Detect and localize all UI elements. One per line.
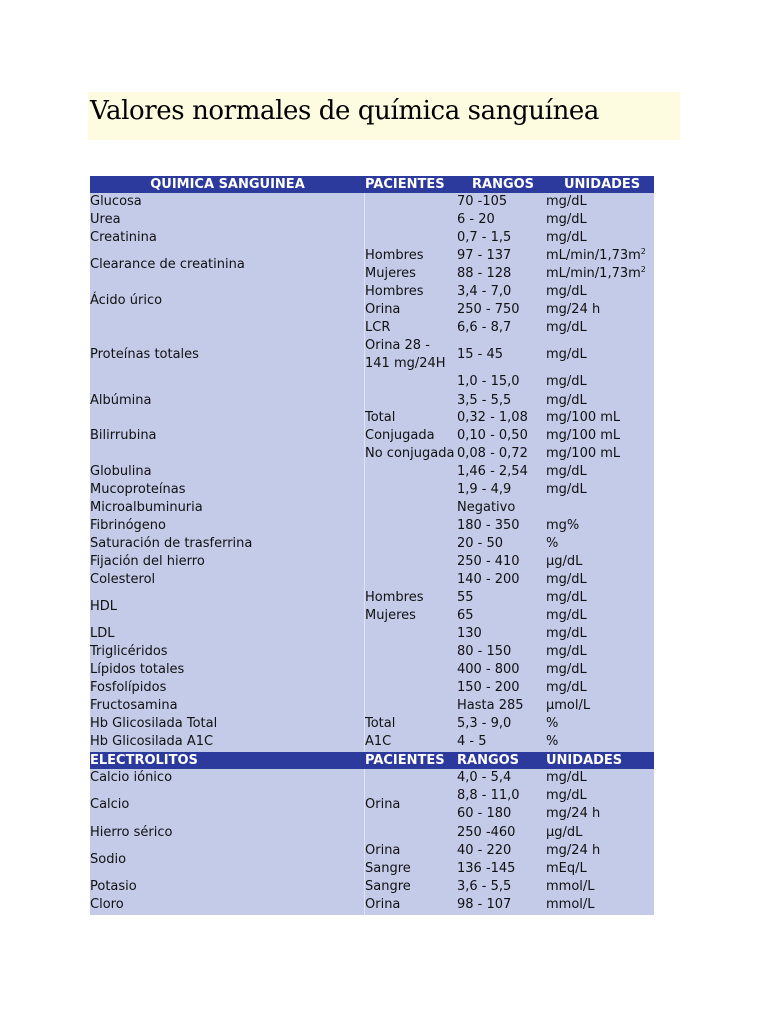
header-electrolitos: ELECTROLITOS bbox=[90, 753, 198, 768]
table-row bbox=[90, 607, 654, 625]
range-value: 136 -145 bbox=[457, 861, 516, 876]
test-name: Calcio iónico bbox=[90, 770, 173, 785]
unit-value: $mL/\min/1,73m^2$ bbox=[546, 265, 646, 281]
unit-value: mg/dL bbox=[546, 770, 587, 785]
table-row bbox=[90, 787, 654, 805]
range-value: 40 - 220 bbox=[457, 843, 512, 858]
table-row bbox=[90, 715, 654, 733]
header-unidades: UNIDADES bbox=[546, 753, 623, 768]
patient-value: A1C bbox=[365, 734, 392, 749]
unit-value: % bbox=[546, 716, 559, 731]
range-value: 180 - 350 bbox=[457, 518, 520, 533]
table-row bbox=[90, 445, 654, 463]
range-value: 20 - 50 bbox=[457, 536, 504, 551]
range-value: 55 bbox=[457, 590, 474, 605]
table-row bbox=[90, 427, 654, 445]
range-value: 70 -105 bbox=[457, 194, 508, 209]
unit-value: mg/dL bbox=[546, 320, 587, 335]
table-row bbox=[90, 481, 654, 499]
range-value: 1,0 - 15,0 bbox=[457, 374, 520, 389]
unit-value: mg% bbox=[546, 518, 580, 533]
table-row bbox=[90, 247, 654, 265]
unit-value: mg/dL bbox=[546, 194, 587, 209]
range-value: 1,9 - 4,9 bbox=[457, 482, 512, 497]
table-row bbox=[90, 535, 654, 553]
range-value: 250 - 410 bbox=[457, 554, 520, 569]
range-value: 6 - 20 bbox=[457, 212, 495, 227]
range-value: 4 - 5 bbox=[457, 734, 487, 749]
table-row bbox=[90, 733, 654, 751]
range-value: 1,46 - 2,54 bbox=[457, 464, 528, 479]
test-name: Calcio bbox=[90, 797, 130, 812]
test-name: Potasio bbox=[90, 879, 137, 894]
unit-value: mg/dL bbox=[546, 374, 587, 389]
table-row bbox=[90, 860, 654, 878]
patient-value: Hombres bbox=[365, 284, 424, 299]
table-row bbox=[90, 805, 654, 823]
unit-value: mg/24 h bbox=[546, 843, 601, 858]
range-value: 130 bbox=[457, 626, 482, 641]
unit-value: $mL/\min/1,73m^2$ bbox=[546, 247, 646, 263]
unit-value: mEq/L bbox=[546, 861, 587, 876]
table-row bbox=[90, 697, 654, 715]
unit-value: mg/dL bbox=[546, 482, 587, 497]
unit-value: mg/100 mL bbox=[546, 428, 621, 443]
patient-value: Sangre bbox=[365, 861, 411, 876]
table-row bbox=[90, 463, 654, 481]
patient-value: LCR bbox=[365, 320, 391, 335]
table-row bbox=[90, 409, 654, 427]
unit-value: mg/dL bbox=[546, 680, 587, 695]
test-name: LDL bbox=[90, 626, 115, 641]
table-row bbox=[90, 824, 654, 842]
table-row bbox=[90, 896, 654, 914]
unit-value: mg/dL bbox=[546, 788, 587, 803]
unit-value: % bbox=[546, 536, 559, 551]
unit-value: mg/24 h bbox=[546, 806, 601, 821]
title-box bbox=[88, 92, 680, 140]
test-name: Microalbuminuria bbox=[90, 500, 203, 515]
table-row bbox=[90, 643, 654, 661]
range-value: 250 -460 bbox=[457, 825, 516, 840]
range-value: 80 - 150 bbox=[457, 644, 512, 659]
table-row bbox=[90, 553, 654, 571]
table-row bbox=[90, 517, 654, 535]
table-row bbox=[90, 193, 654, 211]
range-value: 400 - 800 bbox=[457, 662, 520, 677]
table-row bbox=[90, 229, 654, 247]
test-name: HDL bbox=[90, 599, 118, 614]
header-pacientes: PACIENTES bbox=[365, 177, 445, 192]
header-pacientes: PACIENTES bbox=[365, 753, 445, 768]
unit-value: mg/dL bbox=[546, 572, 587, 587]
unit-value: mg/24 h bbox=[546, 302, 601, 317]
table-row bbox=[90, 878, 654, 896]
range-value: 0,08 - 0,72 bbox=[457, 446, 528, 461]
table-row bbox=[90, 319, 654, 337]
header-unidades: UNIDADES bbox=[564, 177, 641, 192]
test-name: Hierro sérico bbox=[90, 825, 173, 840]
table-row bbox=[90, 337, 654, 355]
patient-value: Orina 28 - bbox=[365, 338, 430, 353]
test-name: Mucoproteínas bbox=[90, 482, 186, 497]
range-value: 250 - 750 bbox=[457, 302, 520, 317]
patient-value: Hombres bbox=[365, 590, 424, 605]
range-value: 98 - 107 bbox=[457, 897, 512, 912]
patient-value: Orina bbox=[365, 843, 401, 858]
patient-value: Total bbox=[365, 716, 396, 731]
table-row bbox=[90, 283, 654, 301]
unit-value: mg/dL bbox=[546, 230, 587, 245]
test-name: Fijación del hierro bbox=[90, 554, 205, 569]
range-value: 97 - 137 bbox=[457, 248, 512, 263]
test-name: Proteínas totales bbox=[90, 347, 199, 362]
range-value: 8,8 - 11,0 bbox=[457, 788, 520, 803]
test-name: Urea bbox=[90, 212, 121, 227]
test-name: Albúmina bbox=[90, 393, 152, 408]
unit-value: mmol/L bbox=[546, 897, 595, 912]
table-row bbox=[90, 661, 654, 679]
test-name: Triglicéridos bbox=[90, 644, 168, 659]
unit-value: mg/100 mL bbox=[546, 446, 621, 461]
header-rangos: RANGOS bbox=[472, 177, 535, 192]
test-name: Colesterol bbox=[90, 572, 156, 587]
unit-value: mg/dL bbox=[546, 662, 587, 677]
range-value: 6,6 - 8,7 bbox=[457, 320, 512, 335]
unit-value: mg/dL bbox=[546, 626, 587, 641]
unit-value: µmol/L bbox=[546, 698, 591, 713]
unit-value: mg/dL bbox=[546, 393, 587, 408]
table-row bbox=[90, 571, 654, 589]
unit-value: mg/dL bbox=[546, 464, 587, 479]
table-row bbox=[90, 265, 654, 283]
table-row bbox=[90, 392, 654, 410]
patient-value: Conjugada bbox=[365, 428, 435, 443]
patient-value: Orina bbox=[365, 302, 401, 317]
test-name: Cloro bbox=[90, 897, 124, 912]
range-value: 0,32 - 1,08 bbox=[457, 410, 528, 425]
unit-value: mg/dL bbox=[546, 284, 587, 299]
chemistry-table bbox=[90, 176, 654, 915]
test-name: Sodio bbox=[90, 852, 127, 867]
range-value: 140 - 200 bbox=[457, 572, 520, 587]
unit-value: mg/dL bbox=[546, 590, 587, 605]
test-name: Lípidos totales bbox=[90, 662, 185, 677]
test-name: Creatinina bbox=[90, 230, 157, 245]
table-row bbox=[90, 625, 654, 643]
table-row bbox=[90, 589, 654, 607]
unit-value: mmol/L bbox=[546, 879, 595, 894]
range-value: Negativo bbox=[457, 500, 516, 515]
table-row bbox=[90, 355, 654, 373]
range-value: 15 - 45 bbox=[457, 347, 504, 362]
test-name: Fibrinógeno bbox=[90, 518, 166, 533]
unit-value: mg/dL bbox=[546, 608, 587, 623]
test-name: Fosfolípidos bbox=[90, 680, 167, 695]
table-row bbox=[90, 679, 654, 697]
table-row bbox=[90, 211, 654, 229]
range-value: 3,5 - 5,5 bbox=[457, 393, 512, 408]
test-name: Ácido úrico bbox=[90, 293, 163, 308]
unit-value: mg/dL bbox=[546, 644, 587, 659]
test-name: Globulina bbox=[90, 464, 152, 479]
unit-value: mg/dL bbox=[546, 347, 587, 362]
patient-value: No conjugada bbox=[365, 446, 455, 461]
patient-value: Hombres bbox=[365, 248, 424, 263]
patient-value: Mujeres bbox=[365, 266, 416, 281]
unit-value: mg/dL bbox=[546, 212, 587, 227]
table-row bbox=[90, 499, 654, 517]
table-row bbox=[90, 301, 654, 319]
test-name: Fructosamina bbox=[90, 698, 178, 713]
patient-value: Mujeres bbox=[365, 608, 416, 623]
range-value: 3,4 - 7,0 bbox=[457, 284, 512, 299]
range-value: 0,7 - 1,5 bbox=[457, 230, 512, 245]
range-value: 4,0 - 5,4 bbox=[457, 770, 512, 785]
table-row bbox=[90, 769, 654, 787]
page-title: Valores normales de química sanguínea bbox=[90, 96, 599, 126]
test-name: Glucosa bbox=[90, 194, 142, 209]
range-value: Hasta 285 bbox=[457, 698, 524, 713]
test-name: Clearance de creatinina bbox=[90, 257, 245, 272]
range-value: 150 - 200 bbox=[457, 680, 520, 695]
patient-value: Orina bbox=[365, 897, 401, 912]
header-row-quimica bbox=[90, 176, 654, 193]
range-value: 60 - 180 bbox=[457, 806, 512, 821]
patient-value: Orina bbox=[365, 797, 401, 812]
unit-value: % bbox=[546, 734, 559, 749]
header-quimica: QUIMICA SANGUINEA bbox=[150, 177, 305, 192]
header-row-electrolitos bbox=[90, 752, 654, 769]
unit-value: µg/dL bbox=[546, 825, 583, 840]
patient-value: 141 mg/24H bbox=[365, 356, 446, 371]
test-name: Bilirrubina bbox=[90, 428, 157, 443]
patient-value: Total bbox=[365, 410, 396, 425]
test-name: Hb Glicosilada A1C bbox=[90, 734, 214, 749]
header-rangos: RANGOS bbox=[457, 753, 520, 768]
range-value: 3,6 - 5,5 bbox=[457, 879, 512, 894]
range-value: 5,3 - 9,0 bbox=[457, 716, 512, 731]
range-value: 65 bbox=[457, 608, 474, 623]
range-value: 0,10 - 0,50 bbox=[457, 428, 528, 443]
unit-value: µg/dL bbox=[546, 554, 583, 569]
table-row bbox=[90, 373, 654, 391]
table-row bbox=[90, 842, 654, 860]
test-name: Hb Glicosilada Total bbox=[90, 716, 218, 731]
range-value: 88 - 128 bbox=[457, 266, 512, 281]
test-name: Saturación de trasferrina bbox=[90, 536, 253, 551]
patient-value: Sangre bbox=[365, 879, 411, 894]
unit-value: mg/100 mL bbox=[546, 410, 621, 425]
